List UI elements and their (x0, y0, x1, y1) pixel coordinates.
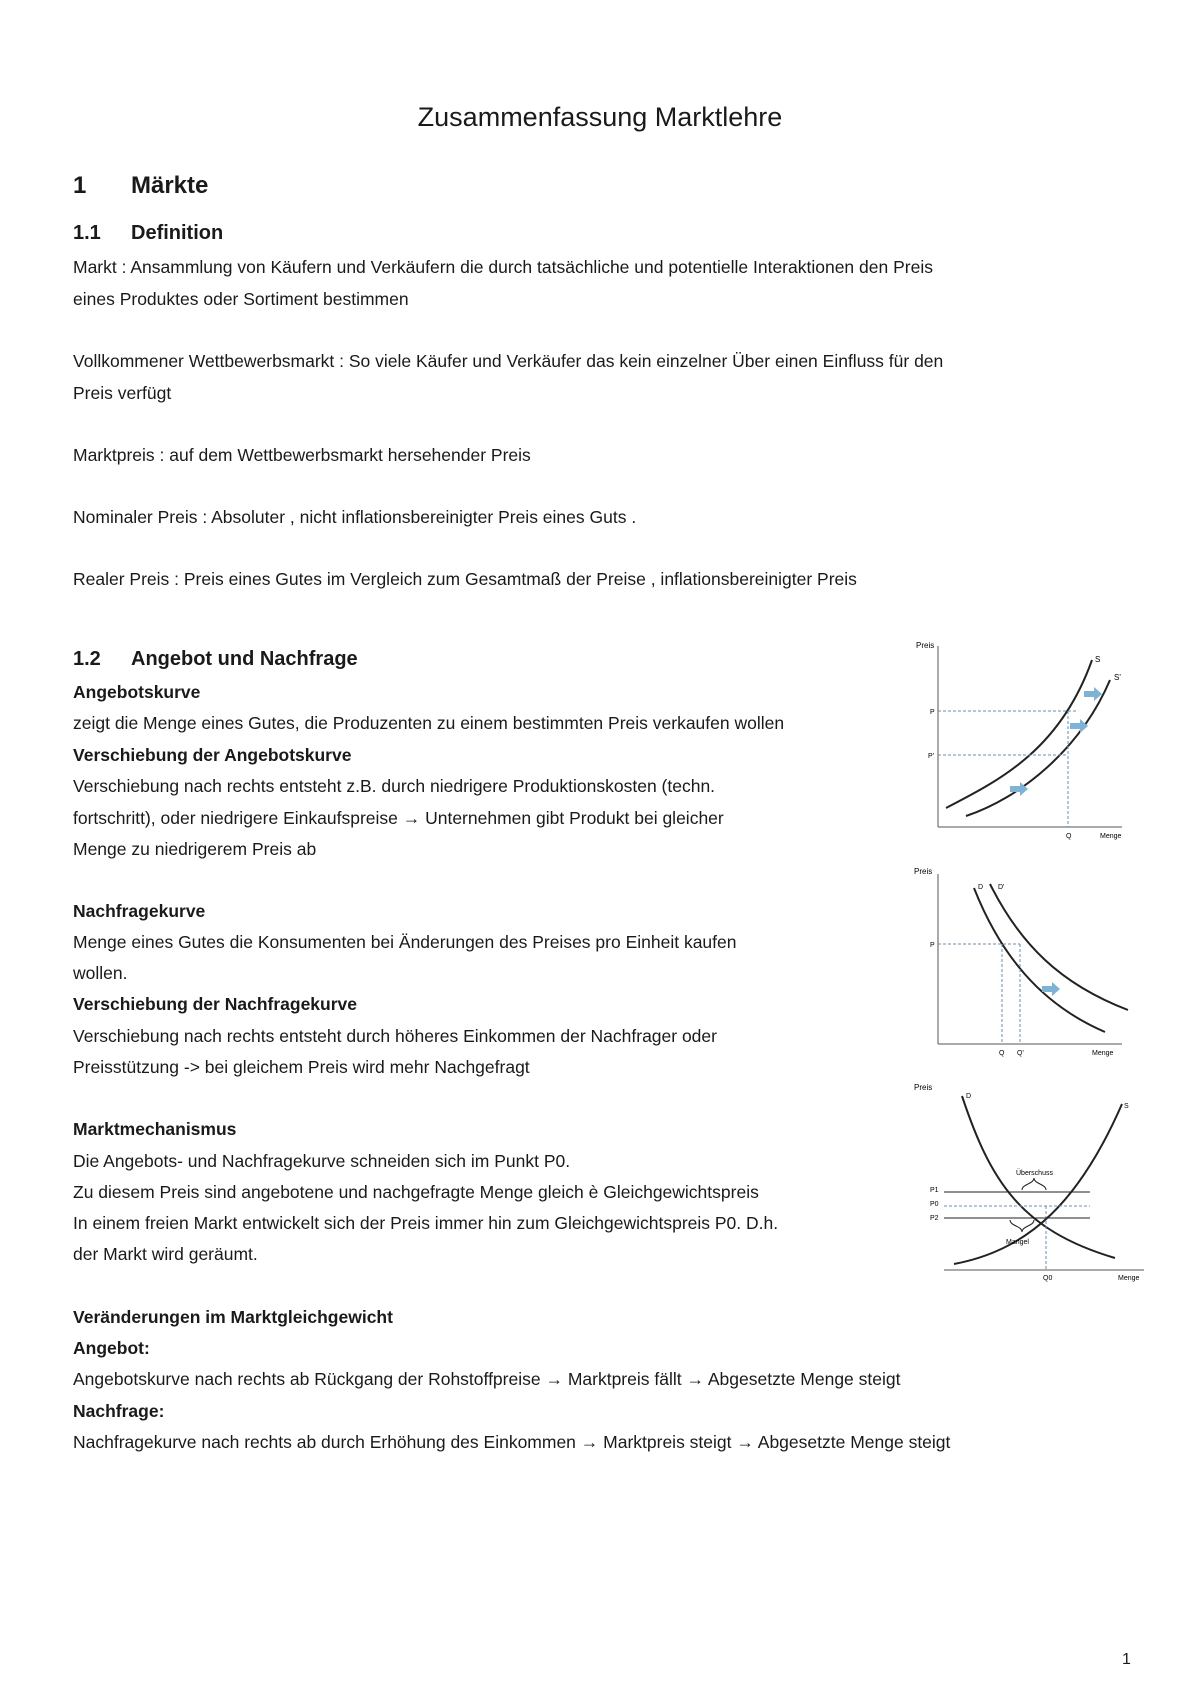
definition-line: Preis verfügt (73, 383, 172, 403)
demand-curve-d (962, 1096, 1115, 1258)
subheading-angebotskurve: Angebotskurve (73, 682, 201, 702)
x-axis-label: Menge (1092, 1050, 1114, 1057)
section-1-heading (73, 172, 208, 200)
document-title: Zusammenfassung Marktlehre (417, 102, 783, 132)
label-d: D (978, 884, 984, 891)
label-s-prime: S' (1114, 673, 1121, 682)
section-number: 1 (73, 172, 87, 199)
demand-shift-diagram (910, 864, 1140, 1064)
text-line: Verschiebung nach rechts entsteht z.B. durch niedrigere Produktionskosten (techn. (73, 776, 716, 796)
section-title: Märkte (131, 172, 209, 199)
text-line: In einem freien Markt entwickelt sich der Preis immer hin zum Gleichgewichtspreis P0. D.h. (73, 1213, 779, 1233)
text-line: Zu diesem Preis sind angebotene und nachgefragte Menge gleich è Gleichgewichtspreis (73, 1182, 759, 1202)
surplus-brace (1022, 1178, 1046, 1190)
definition-line: Vollkommener Wettbewerbsmarkt : So viele Käufer und Verkäufer das kein einzelner Über einen Einfluss für den (73, 351, 944, 371)
section-title: Definition (131, 222, 224, 244)
label-p: P (930, 709, 935, 716)
shift-arrow (1070, 719, 1088, 733)
subheading-veraenderungen: Veränderungen im Marktgleichgewicht (73, 1307, 393, 1327)
x-axis-label: Menge (1118, 1275, 1140, 1282)
page-number: 1 (1122, 1651, 1131, 1668)
label-d: D (966, 1093, 972, 1100)
demand-curve-d-shifted (990, 884, 1128, 1010)
subheading-nachfragekurve: Nachfragekurve (73, 901, 206, 921)
text-line: Angebotskurve nach rechts ab Rückgang der Rohstoffpreise → Marktpreis fällt → Abgesetzte Menge steigt (73, 1369, 901, 1389)
subheading-nachfrage: Nachfrage: (73, 1401, 165, 1421)
definition-line: Marktpreis : auf dem Wettbewerbsmarkt hersehender Preis (73, 445, 531, 465)
text-line: Nachfragekurve nach rechts ab durch Erhöhung des Einkommen → Marktpreis steigt → Abgesetzte Menge steigt (73, 1432, 951, 1452)
label-p: P (930, 942, 935, 949)
label-q-prime: Q' (1017, 1050, 1024, 1057)
label-q0: Q0 (1043, 1275, 1053, 1282)
label-s: S (1095, 655, 1101, 664)
definition-line: Markt : Ansammlung von Käufern und Verkäufern die durch tatsächliche und potentielle Interaktionen den Preis (73, 257, 933, 277)
section-number: 1.1 (73, 222, 101, 244)
shortage-brace (1010, 1220, 1034, 1232)
x-axis-label: Menge (1100, 833, 1122, 840)
supply-shift-diagram (910, 640, 1140, 845)
label-p2: P2 (930, 1215, 939, 1222)
demand-curve-d (974, 888, 1105, 1032)
section-title: Angebot und Nachfrage (131, 648, 358, 670)
subheading-angebot: Angebot: (73, 1338, 150, 1358)
definition-line: eines Produktes oder Sortiment bestimmen (73, 289, 409, 309)
section-number: 1.2 (73, 648, 101, 670)
text-line: Menge eines Gutes die Konsumenten bei Änderungen des Preises pro Einheit kaufen (73, 932, 737, 952)
y-axis-label: Preis (914, 867, 933, 876)
market-equilibrium-diagram (910, 1080, 1150, 1300)
text-line: Menge zu niedrigerem Preis ab (73, 839, 317, 859)
label-q: Q (999, 1050, 1005, 1057)
label-d-prime: D' (998, 884, 1005, 891)
subheading-verschiebung-nachfrage: Verschiebung der Nachfragekurve (73, 994, 357, 1014)
subheading-marktmechanismus: Marktmechanismus (73, 1119, 237, 1139)
text-line: Die Angebots- und Nachfragekurve schneiden sich im Punkt P0. (73, 1151, 571, 1171)
label-s: S (1124, 1103, 1129, 1110)
section-1-2-heading (73, 648, 358, 671)
supply-curve-s (946, 660, 1092, 808)
text-line: Preisstützung -> bei gleichem Preis wird mehr Nachgefragt (73, 1057, 530, 1077)
label-p1: P1 (930, 1187, 939, 1194)
text-line: zeigt die Menge eines Gutes, die Produzenten zu einem bestimmten Preis verkaufen wollen (73, 713, 785, 733)
subheading-verschiebung-angebot: Verschiebung der Angebotskurve (73, 745, 352, 765)
supply-curve-s (954, 1104, 1122, 1264)
text-line: der Markt wird geräumt. (73, 1244, 258, 1264)
shift-arrow (1084, 687, 1102, 701)
label-p0: P0 (930, 1201, 939, 1208)
text-line: Verschiebung nach rechts entsteht durch höheres Einkommen der Nachfrager oder (73, 1026, 717, 1046)
label-ueberschuss: Überschuss (1016, 1170, 1053, 1177)
text-line: wollen. (73, 963, 128, 983)
section-1-1-heading (73, 222, 223, 245)
label-mangel: Mangel (1006, 1239, 1029, 1246)
y-axis-label: Preis (914, 1083, 933, 1092)
label-p-prime: P' (928, 753, 935, 760)
text-line: fortschritt), oder niedrigere Einkaufspreise → Unternehmen gibt Produkt bei gleicher (73, 808, 724, 828)
y-axis-label: Preis (916, 641, 935, 650)
definition-line: Nominaler Preis : Absoluter , nicht inflationsbereinigter Preis eines Guts . (73, 507, 637, 527)
definition-line: Realer Preis : Preis eines Gutes im Vergleich zum Gesamtmaß der Preise , inflationsbereinigter Preis (73, 569, 857, 589)
label-q: Q (1066, 833, 1072, 840)
